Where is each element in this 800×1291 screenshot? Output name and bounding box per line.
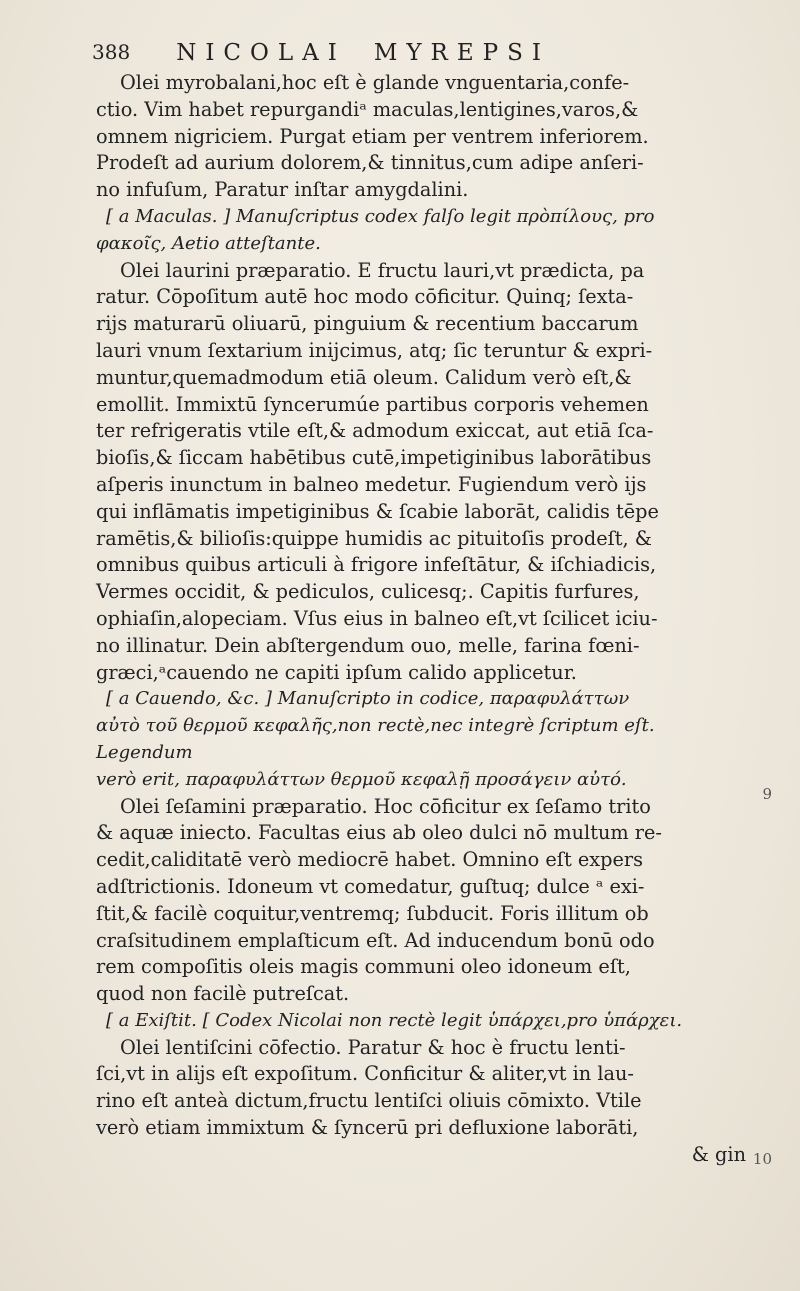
text-line: bioſis,& ſiccam habētibus cutē,impetiginibus laborātibus [96,446,652,470]
text-line: ramētis,& bilioſis:quippe humidis ac pituitoſis prodeſt, & [96,526,652,550]
author-name: NICOLAI [176,40,346,66]
text-line: ophiaſin,alopeciam. Vſus eius in balneo eſt,vt ſcilicet iciu- [96,606,658,630]
text-line: qui inflāmatis impetiginibus & ſcabie laborāt, calidis tēpe [96,499,659,523]
text-line: Vermes occidit, & pediculos, culicesq;. Capitis furfures, [96,580,640,604]
text-line: aſperis inunctum in balneo medetur. Fugiendum verò ijs [96,472,647,496]
margin-number: 10 [752,1150,772,1168]
text-line: ctio. Vim habet repurgandiᵃ maculas,lentigines,varos,& [96,97,639,121]
text-line: Olei laurini præparatio. E fructu lauri,vt prædicta, pa [120,258,645,282]
running-header [92,40,752,66]
text-line: ſci,vt in alijs eſt expoſitum. Conficitur & aliter,vt in lau- [96,1062,634,1086]
text-line: ratur. Cōpoſitum autē hoc modo cōficitur. Quinq; ſexta- [96,285,634,309]
text-line: & gin [691,1142,746,1166]
text-line: lauri vnum ſextarium inijcimus, atq; ſic teruntur & expri- [96,338,653,362]
text-line: omnem nigriciem. Purgat etiam per ventrem inferiorem. [96,124,649,148]
text-line: rem compoſitis oleis magis communi oleo idoneum eſt, [96,955,631,979]
author-name-2: MYREPSI [373,40,550,66]
text-line: omnibus quibus articuli à frigore infeſtātur, & iſchiadicis, [96,553,657,577]
text-line: & aquæ iniecto. Facultas eius ab oleo dulci nō multum re- [96,821,662,845]
text-line: verò etiam immixtum & ſyncerū pri defluxione laborāti, [96,1116,639,1140]
text-line: rijs maturarū oliuarū, pinguium & recentium baccarum [96,312,639,336]
text-line: Olei myrobalani,hoc eſt è glande vnguentaria,confe- [120,71,630,94]
text-line: muntur,quemadmodum etiā oleum. Calidum verò eſt,& [96,365,632,389]
text-line: ſtit,& facilè coquitur,ventremq; ſubducit. Foris illitum ob [96,901,649,925]
footnote-line: [ a Exiſtit. [ Codex Nicolai non rectè legit ὑπάρχει,pro ὑπάρχει. [106,1009,683,1031]
text-line: cedit,caliditatē verò mediocrē habet. Omnino eſt expers [96,848,643,872]
text-line: quod non facilè putreſcat. [96,982,350,1006]
text-line: no illinatur. Dein abſtergendum ouo, melle, farina fœni- [96,633,640,657]
text-line: Prodeſt ad aurium dolorem,& tinnitus,cum adipe anſeri- [96,151,644,175]
text-line: ter refrigeratis vtile eſt,& admodum exiccat, aut etiā ſca- [96,419,654,443]
footnote-line: [ a Cauendo, &c. ] Manuſcripto in codice, παραφυλάττων [106,688,630,710]
footnote-line: [ a Maculas. ] Manuſcriptus codex falſo legit πρὸπίλους, pro [106,205,655,227]
text-body [96,70,756,1169]
footnote-line: φακοῖς, Aetio atteſtante. [96,232,321,254]
text-line: craſsitudinem emplaſticum eſt. Ad inducendum bonū odo [96,928,655,952]
text-line: Olei ſeſamini præparatio. Hoc cōficitur ex ſeſamo trito [120,794,651,818]
footnote-line: verò erit, παραφυλάττων θερμοῦ κεφαλῇ προσάγειν αὐτό. [96,768,627,790]
text-line: rino eſt anteà dictum,fructu lentiſci oliuis cōmixto. Vtile [96,1089,642,1113]
text-line: Olei lentiſcini cōfectio. Paratur & hoc è fructu lenti- [120,1035,626,1059]
text-line: no infuſum, Paratur inſtar amygdalini. [96,178,469,202]
text-line: græci,ᵃcauendo ne capiti ipſum calido applicetur. [96,660,577,684]
footnote-line: αὐτὸ τοῦ θερμοῦ κεφαλῆς,non rectè,nec integrè ſcriptum eſt. Legendum [96,715,655,763]
text-line: emollit. Immixtū ſyncerumúe partibus corporis vehemen [96,392,649,416]
page-number: 388 [92,40,131,64]
margin-number: 9 [762,785,772,803]
text-line: adſtrictionis. Idoneum vt comedatur, guſtuq; dulce ᵃ exi- [96,874,645,898]
